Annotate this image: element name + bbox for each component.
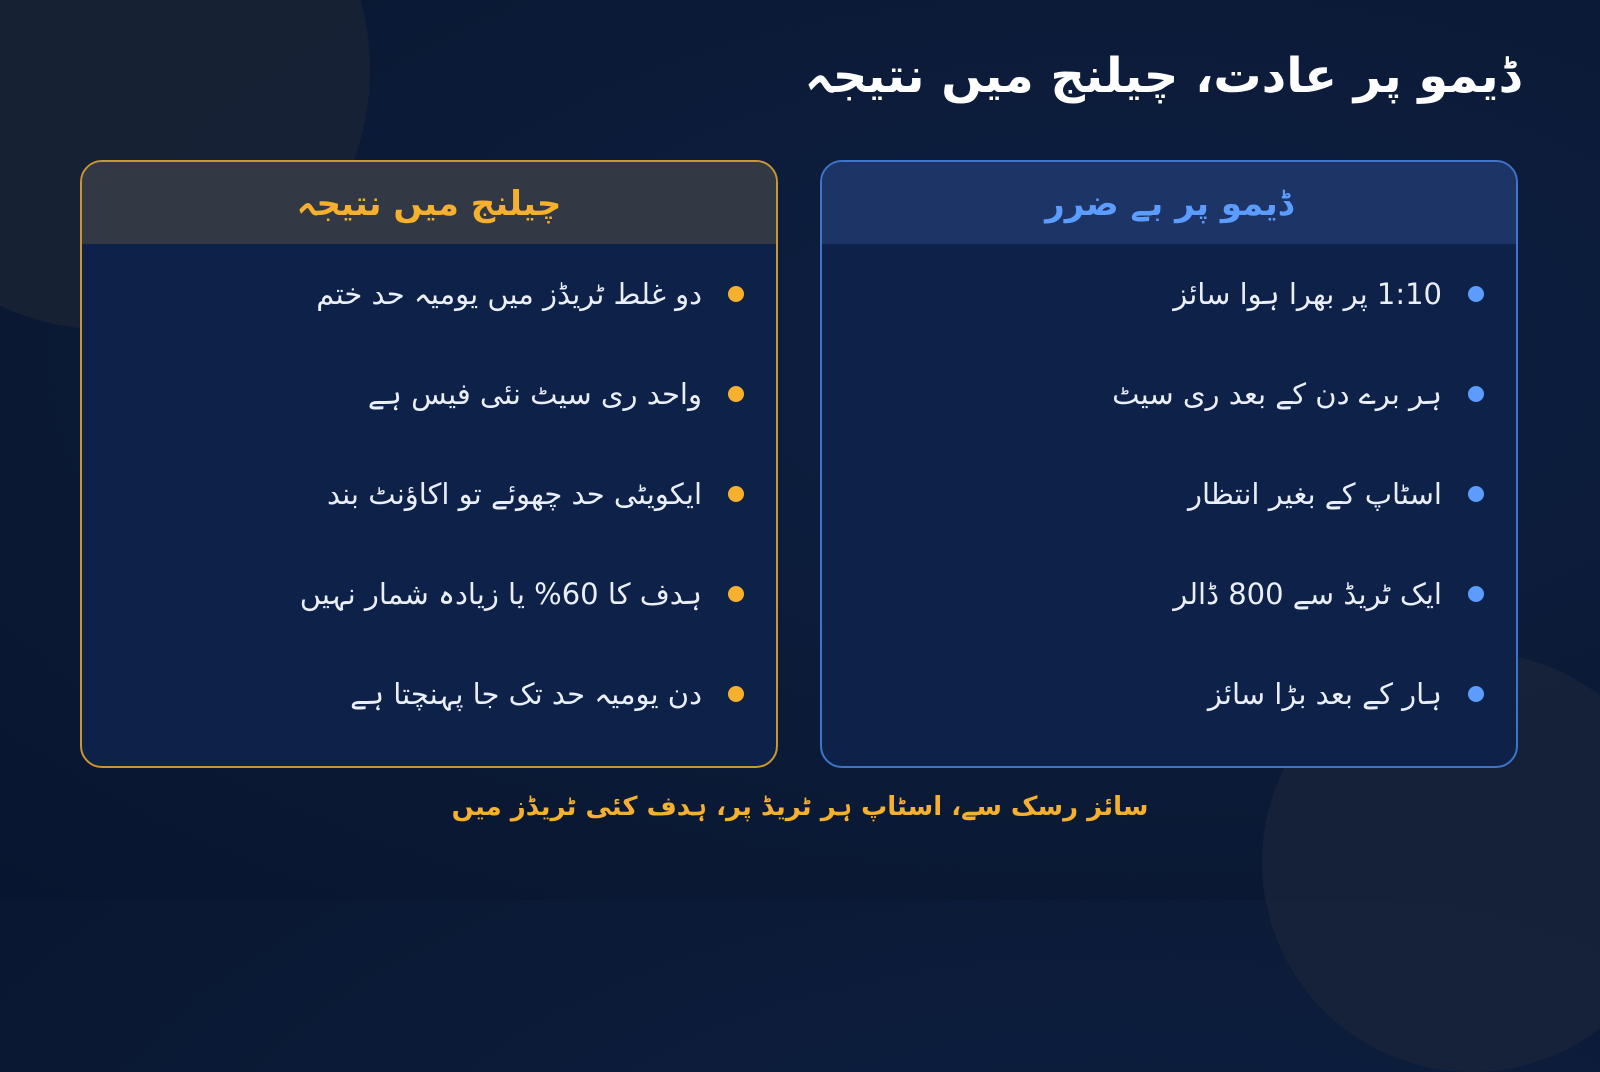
bullet-dot-icon (1468, 286, 1484, 302)
list-item (822, 644, 1516, 744)
list-item (822, 344, 1516, 444)
card-header-challenge-result: چیلنج میں نتیجہ (82, 162, 776, 244)
list-item (822, 444, 1516, 544)
list-item-text: 1:10 پر بھرا ہوا سائز (1173, 277, 1442, 311)
list-item (82, 344, 776, 444)
list-item-text: واحد ری سیٹ نئی فیس ہے (367, 377, 702, 411)
bullet-dot-icon (728, 386, 744, 402)
bullet-dot-icon (1468, 586, 1484, 602)
list-item (82, 244, 776, 344)
list-item-text: دو غلط ٹریڈز میں یومیہ حد ختم (316, 277, 702, 311)
list-item-text: ایکویٹی حد چھوئے تو اکاؤنٹ بند (326, 477, 702, 511)
bullet-dot-icon (1468, 486, 1484, 502)
list-item-text: ہدف کا 60% یا زیادہ شمار نہیں (299, 577, 702, 611)
slide-title: ڈیمو پر عادت، چیلنج میں نتیجہ (804, 48, 1520, 104)
footer-tagline: سائز رسک سے، اسٹاپ ہر ٹریڈ پر، ہدف کئی ٹریڈز میں (451, 792, 1149, 822)
bullet-dot-icon (728, 686, 744, 702)
card-header-demo-harmless: ڈیمو پر بے ضرر (822, 162, 1516, 244)
list-item (82, 644, 776, 744)
challenge-result-list (82, 244, 776, 744)
bullet-dot-icon (728, 286, 744, 302)
list-item-text: ہار کے بعد بڑا سائز (1207, 677, 1442, 711)
card-challenge-result (80, 160, 778, 768)
list-item (82, 444, 776, 544)
list-item (822, 244, 1516, 344)
card-demo-harmless (820, 160, 1518, 768)
bullet-dot-icon (1468, 686, 1484, 702)
list-item-text: اسٹاپ کے بغیر انتظار (1187, 477, 1442, 511)
list-item-text: دن یومیہ حد تک جا پہنچتا ہے (350, 677, 702, 711)
bullet-dot-icon (728, 486, 744, 502)
list-item (822, 544, 1516, 644)
bullet-dot-icon (1468, 386, 1484, 402)
list-item-text: ایک ٹریڈ سے 800 ڈالر (1173, 577, 1442, 611)
demo-harmless-list (822, 244, 1516, 744)
list-item-text: ہر برے دن کے بعد ری سیٹ (1112, 377, 1442, 411)
list-item (82, 544, 776, 644)
bullet-dot-icon (728, 586, 744, 602)
